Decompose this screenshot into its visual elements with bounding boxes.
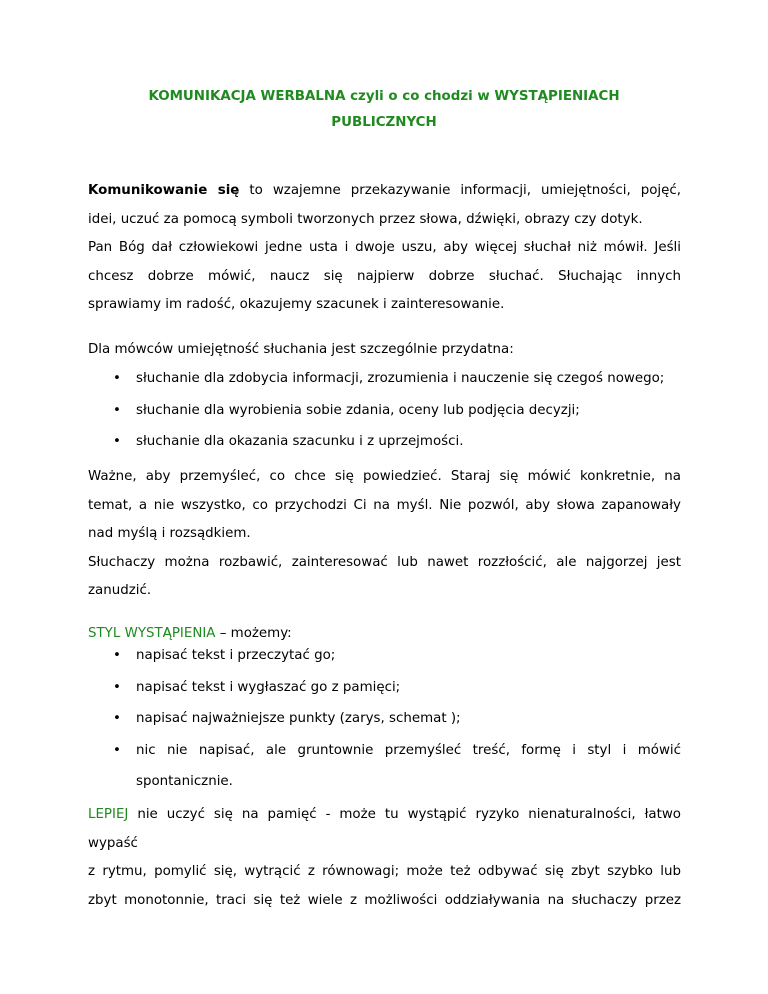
better-label: LEPIEJ [88,807,129,822]
intro-line-5: sprawiamy im radość, okazujemy szacunek i zainteresowanie. [88,297,505,312]
important-line-4: Słuchaczy można rozbawić, zainteresować lub nawet rozzłościć, ale najgorzej jest [88,554,681,570]
intro-line-3: Pan Bóg dał człowiekowi jedne usta i dwoje uszu, aby więcej słuchał niż mówił. Jeśli [88,240,681,255]
bullet-icon: • [113,648,121,663]
bullet-icon: • [113,402,121,418]
intro-term: Komunikowanie się [88,183,240,198]
important-line-1: Ważne, aby przemyśleć, co chce się powiedzieć. Staraj się mówić konkretnie, na [88,469,681,484]
important-line-5: zanudzić. [88,583,152,598]
intro-line-4: chcesz dobrze mówić, naucz się najpierw dobrze słuchać. Słuchając innych [88,268,681,284]
title-line-1: KOMUNIKACJA WERBALNA czyli o co chodzi w WYSTĄPIENIACH [148,89,620,104]
list-item: • napisać tekst i wygłaszać go z pamięci; [88,672,681,704]
bullet-icon: • [113,679,121,695]
listening-lead: Dla mówców umiejętność słuchania jest szczególnie przydatna: [88,342,514,357]
style-list [88,640,681,798]
list-item: • słuchanie dla wyrobienia sobie zdania, oceny lub podjęcia decyzji; [88,395,681,427]
better-line-2: wypaść [88,835,138,851]
bullet-icon: • [113,434,121,449]
style-heading: STYL WYSTĄPIENIA – możemy: [88,626,292,641]
list-item: • słuchanie dla okazania szacunku i z uprzejmości. [88,426,681,458]
important-line-2: temat, a nie wszystko, co przychodzi Ci na myśl. Nie pozwól, aby słowa zapanowały [88,497,681,513]
bullet-icon: • [113,371,121,386]
better-line-4: zbyt monotonnie, traci się też wiele z możliwości oddziaływania na słuchaczy przez [88,892,681,908]
intro-line-1: to wzajemne przekazywanie informacji, umiejętności, pojęć, [239,183,681,198]
listening-list [88,363,681,458]
intro-paragraph [88,177,681,320]
title-line-2: PUBLICZNYCH [331,115,437,130]
document-title [80,84,688,136]
better-paragraph: LEPIEJ nie uczyć się na pamięć - może tu wystąpić ryzyko nienaturalności, łatwo wypaść z rytmu, pomylić się, wytrącić z równowagi; może też odbywać się zbyt szybko lub zbyt monotonnie, traci się też wiele z możliwości oddziaływania na słuchaczy przez [88,801,681,915]
list-item: • słuchanie dla zdobycia informacji, zrozumienia i nauczenie się czegoś nowego; [88,363,681,395]
style-heading-label: STYL WYSTĄPIENIA [88,626,216,641]
important-line-3: nad myślą i rozsądkiem. [88,526,251,541]
list-item: • napisać tekst i przeczytać go; [88,640,681,672]
bullet-icon: • [113,742,121,758]
intro-line-2: idei, uczuć za pomocą symboli tworzonych przez słowa, dźwięki, obrazy czy dotyk. [88,211,643,227]
list-item: • nic nie napisać, ale gruntownie przemyśleć treść, formę i styl i mówić spontanicznie. [88,735,681,798]
list-item: • napisać najważniejsze punkty (zarys, schemat ); [88,703,681,735]
important-paragraph [88,463,681,606]
bullet-icon: • [113,711,121,726]
better-line-3: z rytmu, pomylić się, wytrącić z równowagi; może też odbywać się zbyt szybko lub [88,864,681,879]
